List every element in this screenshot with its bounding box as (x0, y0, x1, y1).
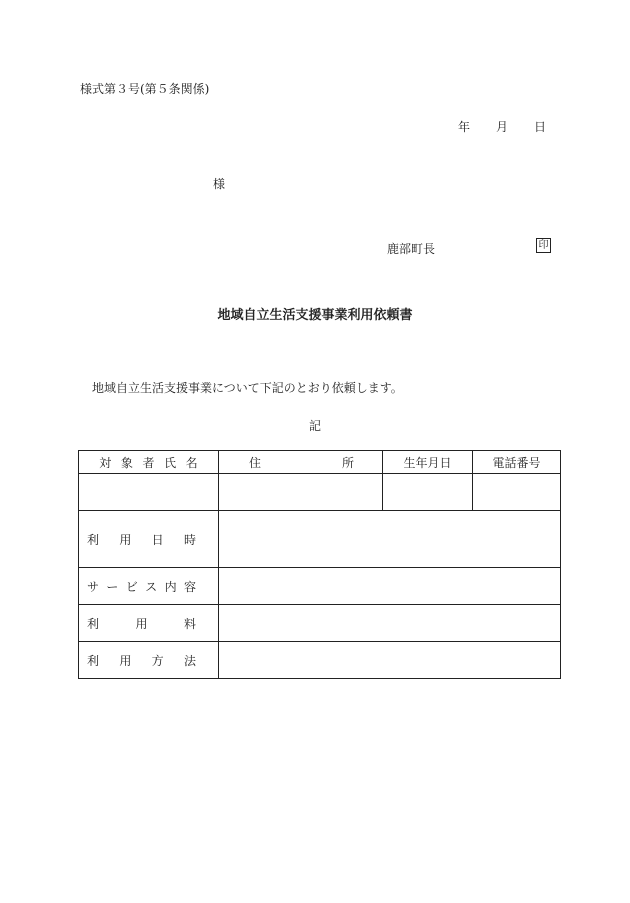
datetime-label-char: 用 (119, 532, 132, 547)
service-label-char: 容 (183, 579, 196, 594)
service-label-char: ビ (125, 579, 138, 594)
method-input-cell[interactable] (219, 642, 561, 679)
document-title: 地域自立生活支援事業利用依頼書 (217, 308, 413, 323)
header-name-cell: 対象者氏名 (79, 451, 219, 474)
form-number: 様式第３号(第５条関係) (80, 82, 210, 96)
service-input-cell[interactable] (219, 568, 561, 605)
header-address-cell (219, 451, 383, 474)
datetime-label-char: 時 (183, 532, 196, 547)
method-label-char: 法 (183, 653, 196, 668)
datetime-input-cell[interactable] (219, 511, 561, 568)
datetime-label-cell (79, 511, 219, 568)
date-day-label: 日 (534, 120, 547, 134)
fee-label-char: 用 (135, 616, 148, 631)
request-table (78, 450, 561, 679)
service-label-cell (79, 568, 219, 605)
table-header-row (79, 451, 561, 474)
header-address-label-2: 所 (341, 455, 354, 470)
service-row (79, 568, 561, 605)
ki-marker: 記 (308, 419, 321, 433)
birthdate-input-cell[interactable] (383, 474, 473, 511)
service-label-char: ー (106, 579, 119, 594)
service-label-char: 内 (164, 579, 177, 594)
method-label-char: 方 (151, 653, 164, 668)
service-label-char: サ (87, 579, 100, 594)
intro-text: 地域自立生活支援事業について下記のとおり依頼します。 (92, 381, 403, 395)
date-year-label: 年 (458, 120, 471, 134)
fee-input-cell[interactable] (219, 605, 561, 642)
method-label-char: 用 (119, 653, 132, 668)
header-phone-cell: 電話番号 (473, 451, 561, 474)
address-input-cell[interactable] (219, 474, 383, 511)
service-label-char: ス (145, 579, 158, 594)
method-label-cell (79, 642, 219, 679)
seal-icon: 印 (536, 238, 551, 253)
name-input-cell[interactable] (79, 474, 219, 511)
datetime-row (79, 511, 561, 568)
header-address-label-1: 住 (249, 455, 262, 470)
date-line (458, 118, 546, 135)
header-birthdate-cell: 生年月日 (383, 451, 473, 474)
addressee-suffix: 様 (213, 177, 226, 191)
fee-label-char: 料 (183, 616, 196, 631)
method-label-char: 利 (87, 653, 100, 668)
phone-input-cell[interactable] (473, 474, 561, 511)
fee-label-char: 利 (87, 616, 100, 631)
datetime-label-char: 利 (87, 532, 100, 547)
method-row (79, 642, 561, 679)
applicant-row (79, 474, 561, 511)
fee-row (79, 605, 561, 642)
fee-label-cell (79, 605, 219, 642)
date-month-label: 月 (496, 120, 509, 134)
datetime-label-char: 日 (151, 532, 164, 547)
issuer-name: 鹿部町長 (387, 242, 436, 256)
